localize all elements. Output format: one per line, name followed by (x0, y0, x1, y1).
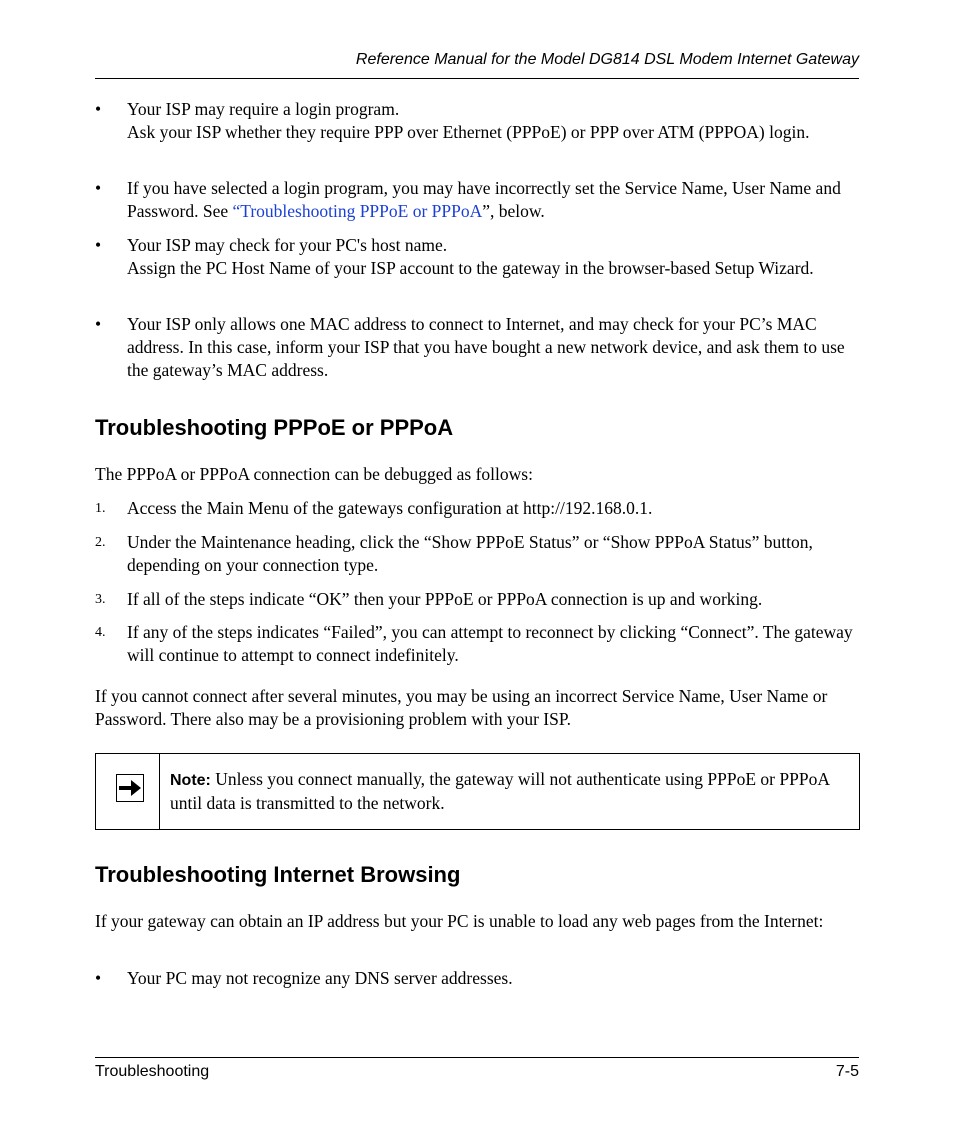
page-footer (95, 1062, 859, 1082)
footer-section: Troubleshooting (95, 1063, 210, 1080)
arrow-right-icon (116, 774, 144, 802)
troubleshooting-pppoe-link[interactable]: “Troubleshooting PPPoE or PPPoA (232, 201, 483, 221)
section-heading: Troubleshooting PPPoE or PPPoA (95, 415, 454, 440)
running-header: Reference Manual for the Model DG814 DSL Modem Internet Gateway (355, 51, 859, 68)
step-text: Access the Main Menu of the gateways configuration at http://192.168.0.1. (127, 498, 653, 518)
step-number: 2. (95, 535, 106, 550)
step-text: If any of the steps indicates “Failed”, you can attempt to reconnect by clicking “Connect”. The gateway will continue to attempt to connect indefinitely. (127, 622, 853, 665)
note-label: Note: (170, 772, 211, 789)
bullet-text: Your ISP may check for your PC's host name. (127, 235, 448, 255)
note-divider (159, 754, 160, 829)
bullet-text: Your PC may not recognize any DNS server addresses. (127, 968, 513, 988)
step-number: 3. (95, 592, 106, 607)
section-intro: If your gateway can obtain an IP address but your PC is unable to load any web pages from the Internet: (95, 911, 824, 931)
step-number: 4. (95, 625, 106, 640)
bullet-text: Assign the PC Host Name of your ISP account to the gateway in the browser-based Setup Wizard. (127, 258, 814, 278)
bullet-text: Your ISP only allows one MAC address to connect to Internet, and may check for your PC’s MAC address. In this case, inform your ISP that you have bought a new network device, and ask them to use the gateway’s MAC address. (127, 314, 845, 380)
bullet-mark: • (95, 99, 102, 119)
section-closing: If you cannot connect after several minutes, you may be using an incorrect Service Name, User Name or Password. There also may be a provisioning problem with your ISP. (95, 686, 828, 729)
bullet-mark: • (95, 968, 102, 988)
note-text (170, 768, 850, 815)
section-intro: The PPPoA or PPPoA connection can be debugged as follows: (95, 464, 533, 484)
section-heading: Troubleshooting Internet Browsing (95, 862, 461, 887)
bullet-mark: • (95, 314, 102, 334)
note-box (95, 753, 860, 830)
header-rule (95, 78, 859, 79)
bullet-text: ”, below. (482, 201, 545, 221)
bullet-text: If you have selected a login program, you may have incorrectly set the Service Name, User Name and Password. See (127, 178, 841, 221)
step-text: Under the Maintenance heading, click the “Show PPPoE Status” or “Show PPPoA Status” button, depending on your connection type. (127, 532, 813, 575)
step-text: If all of the steps indicate “OK” then your PPPoE or PPPoA connection is up and working. (127, 589, 763, 609)
page-number: 7-5 (835, 1063, 859, 1080)
bullet-text: Ask your ISP whether they require PPP over Ethernet (PPPoE) or PPP over ATM (PPPOA) login. (127, 122, 810, 142)
bullet-mark: • (95, 178, 102, 198)
step-number: 1. (95, 501, 106, 516)
footer-rule (95, 1057, 859, 1058)
bullet-text: Your ISP may require a login program. (127, 99, 400, 119)
note-body: Unless you connect manually, the gateway will not authenticate using PPPoE or PPPoA until data is transmitted to the network. (170, 769, 829, 813)
bullet-mark: • (95, 235, 102, 255)
